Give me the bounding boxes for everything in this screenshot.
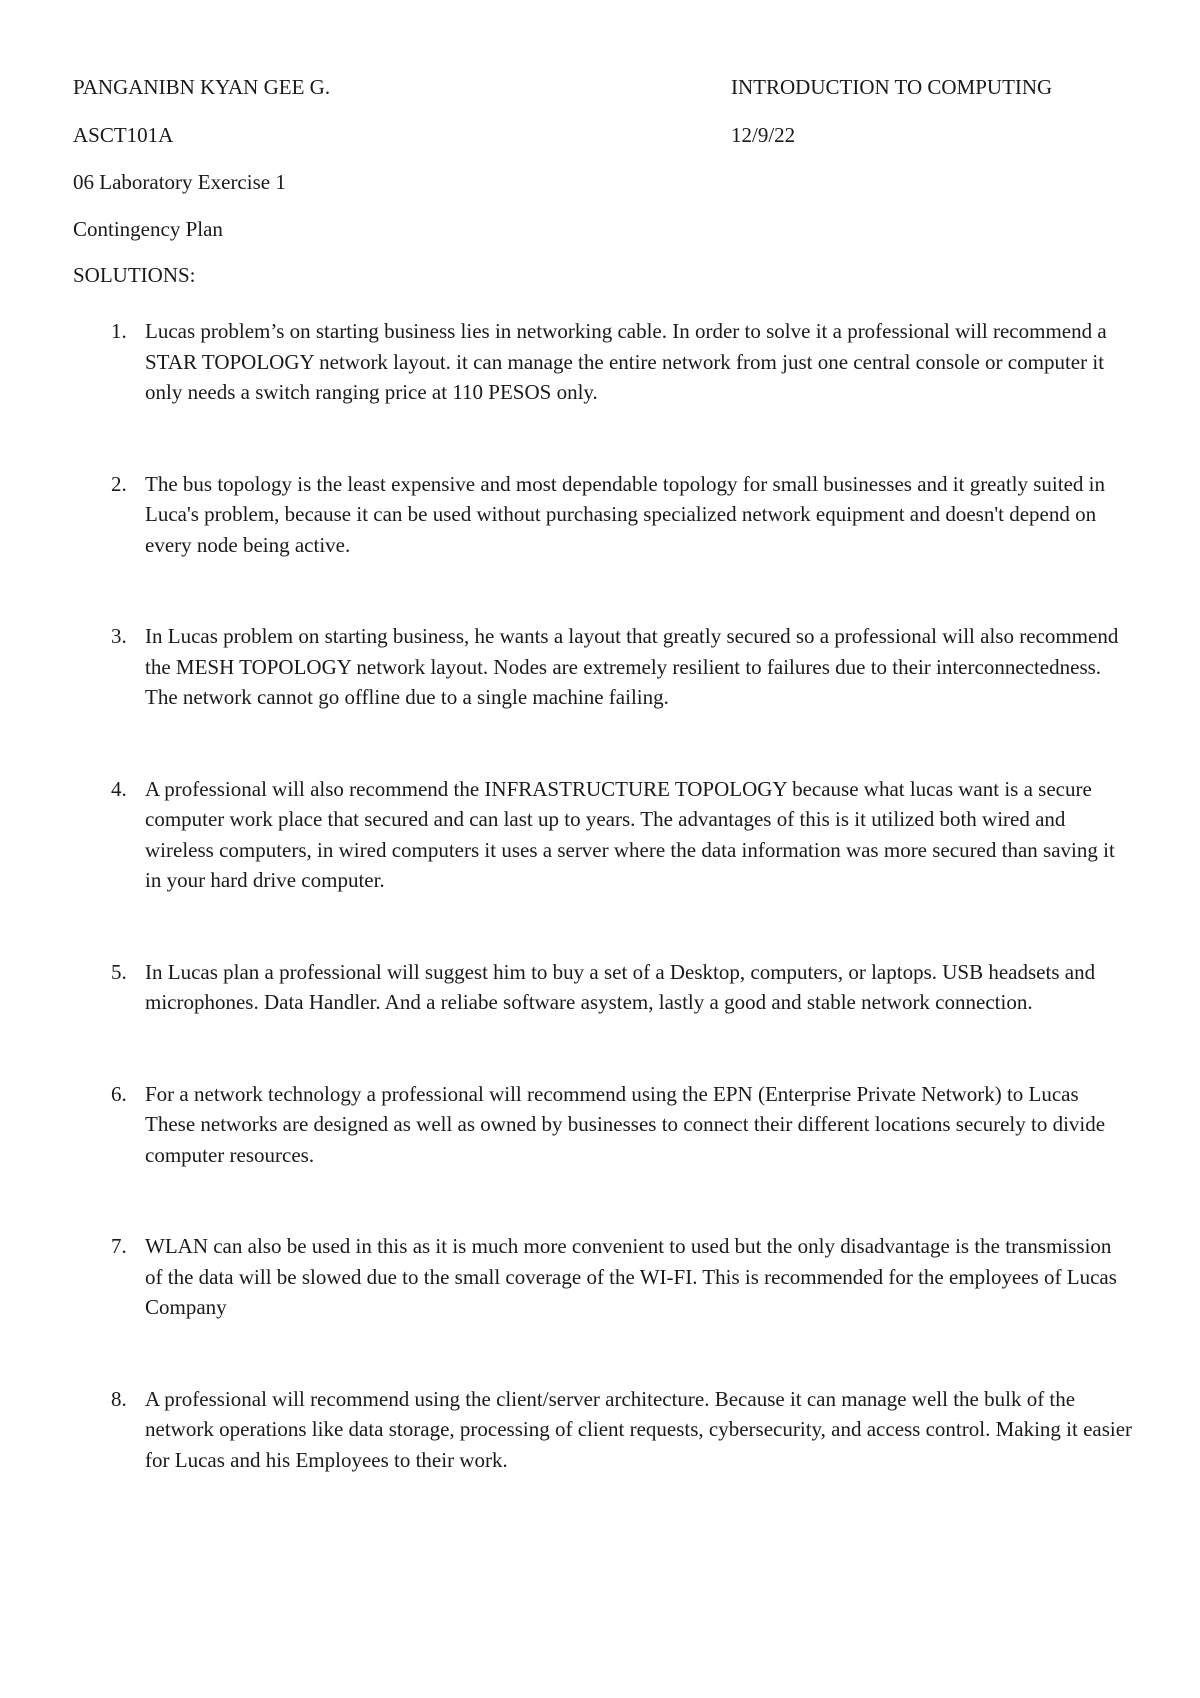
solution-item [73,621,1133,713]
solution-text: The bus topology is the least expensive and most dependable topology for small businesses and it greatly suited in Luca's problem, because it can be used without purchasing specialized network equipment and doesn't depend on every node being active. [145,471,1105,557]
solution-number: 1. [111,319,127,343]
section-code: ASCT101A [73,123,174,147]
solution-number: 8. [111,1386,127,1411]
solutions-list [73,316,1133,1536]
student-name: PANGANIBN KYAN GEE G. [73,75,331,99]
solution-number: 4. [111,776,127,801]
solution-item [73,1079,1133,1171]
exercise-title: 06 Laboratory Exercise 1 [73,170,286,194]
solution-item [73,1231,1133,1323]
solution-number: 6. [111,1081,127,1106]
solutions-heading: SOLUTIONS: [73,263,196,287]
solution-item [73,1384,1133,1476]
solution-text: Lucas problem’s on starting business lies in networking cable. In order to solve it a professional will recommend a STAR TOPOLOGY network layout. it can manage the entire network from just one central console or computer it only needs a switch ranging price at 110 PESOS only. [145,319,1107,404]
solution-text: For a network technology a professional will recommend using the EPN (Enterprise Private Network) to Lucas These networks are designed as well as owned by businesses to connect their different locations securely to divide computer resources. [145,1081,1106,1167]
solution-number: 7. [111,1234,127,1258]
solution-text: A professional will recommend using the client/server architecture. Because it can manage well the bulk of the network operations like data storage, processing of client requests, cybersecurity, and access control. Making it easier for Lucas and his Employees to their work. [145,1386,1133,1472]
document-date: 12/9/22 [731,123,796,147]
solution-text: In Lucas problem on starting business, he wants a layout that greatly secured so a professional will also recommend the MESH TOPOLOGY network layout. Nodes are extremely resilient to failures due to their interconnectedness. The network cannot go offline due to a single machine failing. [145,624,1119,709]
solution-text: WLAN can also be used in this as it is much more convenient to used but the only disadvantage is the transmission of the data will be slowed due to the small coverage of the WI-FI. This is recommended for the employees of Lucas Company [145,1234,1117,1319]
solution-number: 2. [111,471,127,496]
topic-title: Contingency Plan [73,217,223,241]
solution-item [73,774,1133,896]
solution-text: In Lucas plan a professional will suggest him to buy a set of a Desktop, computers, or laptops. USB headsets and microphones. Data Handler. And a reliabe software asystem, lastly a good and stable network connection. [145,959,1096,1014]
solution-text: A professional will also recommend the INFRASTRUCTURE TOPOLOGY because what lucas want is a secure computer work place that secured and can last up to years. The advantages of this is it utilized both wired and wireless computers, in wired computers it uses a server where the data information was more secured than saving it in your hard drive computer. [145,776,1115,892]
solution-number: 5. [111,959,127,984]
solution-item [73,316,1133,408]
solution-number: 3. [111,624,127,648]
solution-item [73,469,1133,561]
solution-item [73,957,1133,1018]
course-title: INTRODUCTION TO COMPUTING [731,75,1053,99]
